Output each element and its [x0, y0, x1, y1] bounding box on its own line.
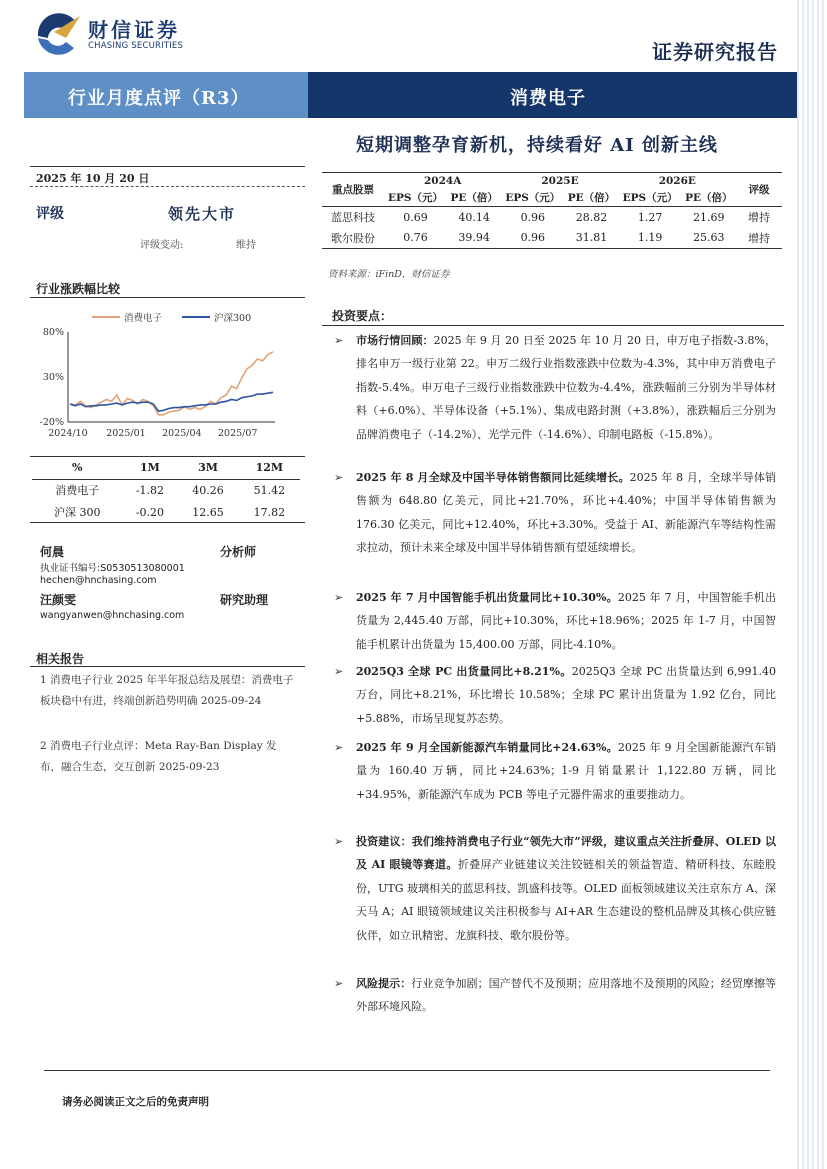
rating-change-value: 维持 — [236, 240, 256, 251]
divider — [30, 186, 305, 187]
related-reports-title: 相关报告 — [36, 652, 85, 666]
arrow-bullet-icon: ➢ — [334, 591, 344, 604]
key-point — [336, 736, 776, 806]
divider — [30, 522, 305, 523]
key-point-heading: 风险提示： — [356, 977, 412, 990]
key-point-heading: 2025 年 8 月全球及中国半导体销售额同比延续增长。 — [356, 471, 630, 484]
arrow-bullet-icon: ➢ — [334, 334, 344, 347]
footer-divider — [44, 1070, 770, 1071]
key-point — [336, 972, 776, 1019]
report-date: 2025 年 10 月 20 日 — [36, 172, 150, 185]
table-cell: 28.82 — [575, 210, 608, 224]
arrow-bullet-icon: ➢ — [334, 977, 344, 990]
divider — [30, 297, 305, 298]
table-cell: 0.76 — [403, 231, 428, 245]
decorative-stripe — [797, 0, 827, 1169]
column-header: 评级 — [748, 184, 770, 196]
performance-chart — [30, 305, 300, 445]
y-tick-label: 30% — [42, 372, 64, 383]
assistant-name: 汪颜雯 — [40, 593, 77, 607]
industry-name: 消费电子 — [510, 88, 586, 109]
key-point — [336, 660, 776, 730]
table-row — [32, 501, 300, 523]
key-point — [336, 329, 776, 446]
x-tick-label: 2025/07 — [218, 428, 258, 439]
column-header: EPS（元） — [505, 192, 561, 205]
chart-legend — [92, 312, 251, 324]
key-point-heading: 2025 年 7 月中国智能手机出货量同比+10.30%。 — [356, 591, 618, 604]
table-header-row — [32, 457, 300, 479]
rating-change-label: 评级变动: — [140, 240, 184, 251]
related-report-item[interactable]: 2 消费电子行业点评：Meta Ray-Ban Display 发布，融合生态，交互创新 2025-09-23 — [40, 740, 277, 773]
report-category: 行业月度点评（R3） — [68, 88, 250, 109]
x-tick-label: 2025/01 — [106, 428, 146, 439]
key-point-body: 2025 年 8 月，全球半导体销售额为 648.80 亿美元，同比+21.70%，环比+4.40%；中国半导体销售额为 176.30 亿美元，同比+12.40%，环比+3.30%。受益于 AI、新能源汽车等结构性需求拉动，预计未来全球及中国半导体销售额有望延续增长。 — [356, 471, 776, 555]
table-cell: 25.63 — [693, 231, 725, 245]
rating-value: 领先大市 — [168, 205, 237, 223]
column-header: PE（倍） — [567, 192, 616, 205]
chart-title: 行业涨跌幅比较 — [36, 282, 121, 296]
divider — [30, 666, 305, 667]
column-header: 12M — [255, 461, 284, 475]
analyst-email: hechen@hnchasing.com — [40, 575, 157, 586]
arrow-bullet-icon: ➢ — [334, 665, 344, 678]
table-cell: 51.42 — [253, 483, 286, 497]
column-header: EPS（元） — [622, 192, 678, 205]
key-point-body: 行业竞争加剧；国产替代不及预期；应用落地不及预期的风险；经贸摩擦等外部环境风险。 — [356, 977, 777, 1014]
rating-label: 评级 — [36, 206, 64, 222]
column-header: % — [72, 461, 83, 475]
column-header: PE（倍） — [685, 192, 733, 205]
key-point-heading: 2025 年 9 月全国新能源汽车销量同比+24.63%。 — [356, 741, 618, 754]
section-title: 投资要点： — [332, 309, 393, 323]
table-row — [32, 479, 300, 501]
arrow-bullet-icon: ➢ — [334, 741, 344, 754]
column-header: 2024A — [423, 175, 462, 188]
page-title: 短期调整孕育新机，持续看好 AI 创新主线 — [356, 135, 718, 156]
disclaimer-link[interactable]: 请务必阅读正文之后的免责声明 — [62, 1096, 209, 1108]
chart-series — [70, 352, 273, 415]
arrow-bullet-icon: ➢ — [334, 835, 344, 848]
table-cell: 31.81 — [575, 231, 608, 245]
key-stocks-table — [322, 172, 782, 249]
company-logo — [36, 12, 82, 56]
table-cell: 40.14 — [458, 210, 490, 224]
table-cell: 12.65 — [192, 505, 224, 519]
table-cell: 消费电子 — [55, 484, 100, 498]
table-cell: 1.19 — [637, 231, 663, 245]
table-cell: 增持 — [748, 211, 770, 225]
key-point — [336, 466, 776, 560]
industry-band — [308, 72, 797, 118]
key-point-heading: 2025Q3 全球 PC 出货量同比+8.21%。 — [356, 665, 572, 678]
column-header: 2025E — [541, 175, 579, 188]
table-cell: 歌尔股份 — [331, 231, 375, 245]
table-cell: 0.96 — [520, 231, 546, 245]
table-cell: 增持 — [748, 231, 770, 245]
arrow-bullet-icon: ➢ — [334, 471, 344, 484]
column-header: PE（倍） — [450, 192, 498, 205]
table-cell: 21.69 — [693, 210, 725, 224]
table-cell: 40.26 — [192, 483, 224, 497]
brand-name-en: CHASING SECURITIES — [88, 41, 184, 51]
table-cell: 0.96 — [520, 210, 546, 224]
table-header-row — [322, 173, 782, 190]
table-header-row — [322, 190, 782, 207]
legend-label: 消费电子 — [124, 313, 163, 324]
column-header: 2026E — [658, 175, 696, 188]
analyst-cert: 执业证书编号:S0530513080001 — [40, 563, 185, 574]
table-cell: -1.82 — [135, 483, 165, 497]
performance-table — [32, 457, 300, 523]
y-tick-label: -20% — [39, 417, 64, 428]
table-cell: 0.69 — [403, 210, 428, 224]
table-row — [322, 207, 782, 228]
key-point-body: 2025 年 9 月全国新能源汽车销量为 160.40 万辆，同比+24.63%；1-9 月销量累计 1,122.80 万辆，同比+34.95%，新能源汽车成为 PCB 等电子元器件需求的重要推动力。 — [356, 741, 776, 801]
column-header: 3M — [198, 461, 218, 475]
brand-name: 财信证券 — [88, 18, 180, 42]
table-cell: 17.82 — [253, 505, 286, 519]
report-type: 证券研究报告 — [652, 40, 778, 64]
legend-label: 沪深300 — [214, 313, 252, 324]
table-cell: 39.94 — [458, 231, 490, 245]
table-cell: 1.27 — [637, 210, 663, 224]
key-point — [336, 586, 776, 656]
table-cell: 沪深 300 — [53, 506, 101, 519]
key-point-body: 折叠屏产业链建议关注铰链相关的领益智造、精研科技、东睦股份，UTG 玻璃相关的蓝思科技、凯盛科技等。OLED 面板领域建议关注京东方 A、深天马 A；AI 眼镜领域建议关注积极参与 AI+AR 生态建设的整机品牌及其核心供应链伙伴，如立讯精密、龙旗科技、歌尔股份等。 — [356, 858, 777, 942]
key-point-heading: 投资建议：我们维持消费电子行业“领先大市”评级，建议重点关注折叠屏、OLED 以及 AI 眼镜等赛道。 — [356, 835, 776, 872]
related-report-item[interactable]: 1 消费电子行业 2025 年半年报总结及展望：消费电子板块稳中有进，终端创新趋势明确 2025-09-24 — [40, 674, 294, 707]
key-point-body: 2025Q3 全球 PC 出货量达到 6,991.40 万台，同比+8.21%，环比增长 10.58%；全球 PC 累计出货量为 1.92 亿台，同比+5.88%，市场呈现复苏态势。 — [356, 665, 776, 725]
analyst-name: 何晨 — [40, 545, 65, 559]
divider — [30, 166, 305, 167]
column-header: EPS（元） — [388, 192, 443, 205]
table-cell: -0.20 — [135, 505, 165, 519]
key-point-body: 2025 年 9 月 20 日至 2025 年 10 月 20 日，申万电子指数-3.8%，排名申万一级行业第 22。申万二级行业指数涨跌中位数为-4.3%，其中申万消费电子指数-5.4%。申万电子三级行业指数涨跌中位数为-4.4%，涨跌幅前三分别为半导体材料（+6.0%）、半导体设备（+5.1%）、集成电路封测（+3.8%），涨跌幅后三分别为品牌消费电子（-14.2%）、光学元件（-14.6%）、印制电路板（-15.8%）。 — [356, 334, 777, 441]
table-cell: 蓝思科技 — [331, 211, 375, 225]
assistant-title: 研究助理 — [220, 593, 269, 607]
column-header: 重点股票 — [332, 184, 374, 196]
column-header: 1M — [140, 461, 160, 475]
y-tick-label: 80% — [42, 327, 64, 338]
divider — [322, 325, 784, 326]
analyst-title: 分析师 — [220, 545, 257, 559]
key-point-body: 2025 年 7 月，中国智能手机出货量为 2,445.40 万部，同比+10.30%，环比+18.96%；2025 年 1-7 月，中国智能手机累计出货量为 15,400.00 万部，同比-4.10%。 — [356, 591, 776, 651]
key-point — [336, 830, 776, 947]
table-source: 资料来源：iFinD，财信证券 — [328, 269, 450, 280]
report-category-band — [24, 72, 308, 118]
assistant-email: wangyanwen@hnchasing.com — [40, 610, 185, 621]
x-tick-label: 2025/04 — [162, 428, 202, 439]
key-point-heading: 市场行情回顾： — [356, 334, 434, 347]
table-row — [322, 228, 782, 249]
x-tick-label: 2024/10 — [48, 428, 88, 439]
